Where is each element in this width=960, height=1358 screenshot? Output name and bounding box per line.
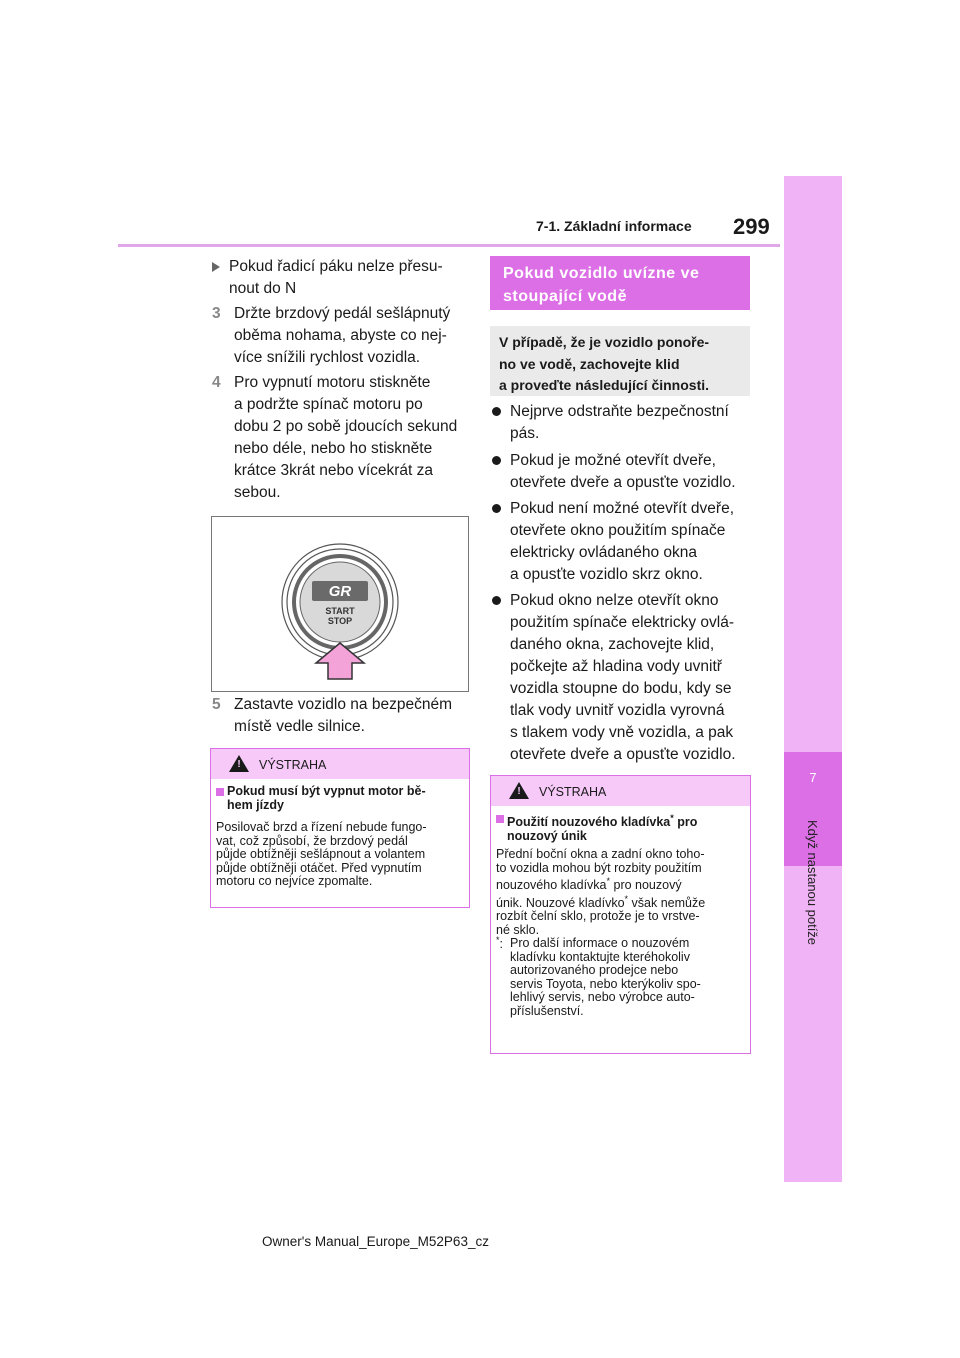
- warning-header: ! VÝSTRAHA: [491, 776, 750, 806]
- bullet-dot-icon: [492, 504, 501, 513]
- step-line: dobu 2 po sobě jdoucích sekund: [234, 418, 458, 435]
- start-stop-button-illustration: [212, 517, 468, 691]
- step-number: 3: [212, 305, 221, 322]
- step-line: nebo déle, nebo ho stiskněte: [234, 440, 433, 457]
- warning-bullet-icon: [216, 788, 224, 796]
- warning-body: Posilovač brzd a řízení nebude fungo- vat, což způsobí, že brzdový pedál půjde obtížněji sešlápnout a volantem půjde obtížněji otáčet. Před vypnutím motoru co nejvíce zpomalte.: [216, 820, 427, 888]
- warning-label: VÝSTRAHA: [259, 758, 327, 772]
- step-line: krátce 3krát nebo vícekrát za: [234, 462, 434, 479]
- chapter-number: 7: [809, 770, 817, 785]
- section-title: Pokud vozidlo uvízne ve stoupající vodě: [503, 265, 700, 305]
- warning-bullet-icon: [496, 815, 504, 823]
- header-rule: [118, 244, 780, 247]
- step-line: sebou.: [234, 484, 281, 501]
- gr-logo: GR: [328, 583, 352, 600]
- step-line: a podržte spínač motoru po: [234, 396, 423, 413]
- bullet-dot-icon: [492, 456, 501, 465]
- note-item: [212, 256, 462, 300]
- step-line: oběma nohama, abyste co nej-: [234, 327, 447, 344]
- step-line: více snížili rychlost vozidla.: [234, 349, 421, 366]
- note-line: Pokud řadicí páku nelze přesu-: [229, 258, 443, 275]
- triangle-bullet-icon: [212, 262, 220, 272]
- intro-box: [490, 326, 750, 396]
- warning-box-emergency-hammer: [490, 775, 751, 1054]
- note-line: nout do N: [229, 280, 297, 297]
- button-label-start: START: [325, 606, 355, 616]
- section-header: 7-1. Základní informace: [536, 218, 692, 234]
- chapter-title: Když nastanou potíže: [805, 820, 820, 946]
- warning-header: ! VÝSTRAHA: [211, 749, 469, 779]
- button-label-stop: STOP: [327, 616, 353, 626]
- bullet-dot-icon: [492, 407, 501, 416]
- chapter-side-tab: [784, 176, 842, 1182]
- warning-box-engine: [210, 748, 470, 908]
- section-title-box: [490, 256, 750, 310]
- page-number: 299: [733, 214, 770, 239]
- step-number: 4: [212, 374, 221, 391]
- step-line: Pro vypnutí motoru stiskněte: [234, 374, 431, 391]
- warning-footnote: Pro další informace o nouzovém kladívku kontaktujte kteréhokoliv autorizovaného prodejce nebo servis Toyota, nebo kterýkoliv spo- lehlivý servis, nebo výrobce auto- příslušenství.: [510, 936, 701, 1018]
- warning-subtitle: Pokud musí být vypnut motor bě- hem jízdy: [227, 784, 426, 812]
- start-stop-button-figure: [211, 516, 469, 692]
- warning-subtitle: Použití nouzového kladívka* pro nouzový únik: [507, 813, 698, 844]
- warning-footnote-mark: *:: [496, 935, 503, 952]
- step-line: místě vedle silnice.: [234, 718, 365, 735]
- warning-body: Přední boční okna a zadní okno toho- to vozidla mohou být rozbity použitím nouzového kladívka* pro nouzový únik. Nouzové kladívko* však nemůže rozbít čelní sklo, protože je to vrstve- né sklo.: [496, 847, 706, 937]
- footer-manual-id: Owner's Manual_Europe_M52P63_cz: [262, 1234, 489, 1249]
- warning-label: VÝSTRAHA: [539, 785, 607, 799]
- step-line: Držte brzdový pedál sešlápnutý: [234, 305, 451, 322]
- step-line: Zastavte vozidlo na bezpečném: [234, 696, 452, 713]
- bullet-dot-icon: [492, 596, 501, 605]
- step-number: 5: [212, 696, 221, 713]
- intro-text: V případě, že je vozidlo ponoře- no ve vodě, zachovejte klid a proveďte následující činnosti.: [499, 334, 710, 393]
